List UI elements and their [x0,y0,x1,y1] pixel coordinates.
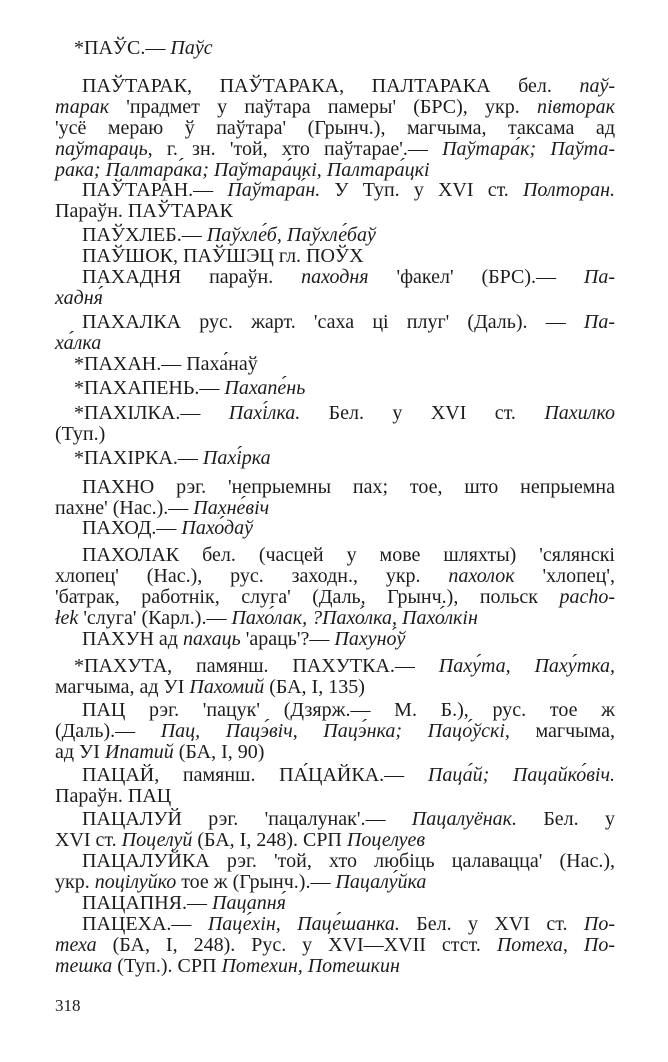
text-segment: *ПАХАН.— Паха́наў [74,353,258,375]
page-number: 318 [55,996,81,1015]
text-line [74,378,615,399]
text-segment: ПАЎТАРАК, ПАЎТАРАКА, ПАЛТАРАКА бел. [82,75,580,97]
italic-text: Пахне́віч [193,497,270,519]
text-line [82,914,615,935]
text-line [74,354,615,375]
text-segment: ПАХУН ад [82,628,183,650]
text-segment: *ПАХУТА, памянш. ПАХУТКА.— [74,655,439,677]
text-segment: 'факел' (БРС).— [368,266,584,288]
text-line [82,312,615,333]
italic-text: Паца́й; Пацайко́віч. [427,764,615,786]
text-segment: пахне' (Нас.).— [55,497,194,519]
text-line [74,403,615,424]
text-line [82,76,615,97]
italic-text: Пац, Пацэ́віч, Пацэ́нка; Пацо́ўскі, [160,720,510,742]
text-segment: 'прадмет у паўтара памеры' (БРС), укр. [109,96,537,118]
text-segment: (Туп.) [55,423,106,445]
text-segment: *ПАХІЛКА.— [74,402,229,424]
text-line [55,288,615,309]
italic-text: Пацалуёнак. [411,808,517,830]
text-line [74,448,615,469]
italic-text: теха [55,934,97,956]
text-line [82,180,615,201]
italic-text: Пахо́даў [181,517,253,539]
text-line [82,246,615,267]
italic-text: півторак [536,96,615,118]
text-segment: (БА, I, 90) [173,741,265,763]
text-segment: Параўн. ПАЎТАРАК [55,200,233,222]
text-segment: ПАЎШОК, ПАЎШЭЦ гл. ПОЎХ [82,245,364,267]
text-segment: укр. [55,871,95,893]
text-segment: XVI ст. [55,829,122,851]
text-line [55,201,615,222]
italic-text: Поцелуй [121,829,193,851]
text-line [55,498,615,519]
text-segment: ПАЦАЛУЙ рэг. 'пацалунак'.— [82,808,412,830]
text-line [82,893,615,914]
italic-text: хадня́ [55,287,103,309]
italic-text: Па- [583,311,615,333]
text-segment: (Туп.). СРП [112,955,222,977]
text-line [82,267,615,288]
text-segment: ПАЎТАРАН.— [82,179,228,201]
text-segment: ПАЦАЛУЙКА рэг. 'той, хто любіць цалавацца' (Нас.), [82,850,615,872]
italic-text: пахаць [183,628,241,650]
text-segment: *ПАХАПЕНЬ.— [74,377,225,399]
text-line [55,786,615,807]
italic-text: Пахапе́нь [224,377,306,399]
text-line [55,935,615,956]
text-line [82,225,615,246]
text-segment: ПАХОД.— [82,517,182,539]
italic-text: Полторан. [522,179,615,201]
text-line [82,851,615,872]
italic-text: Потехин, Потешкин [221,955,400,977]
text-line [74,38,615,59]
text-segment: 'хлопец', [514,565,615,587]
italic-text: Паўхле́б, Паўхле́баў [206,224,376,246]
italic-text: ха́лка [55,332,102,354]
italic-text: Пахомий [189,676,265,698]
text-segment: 'усё мераю ў паўтара' (Грынч.), магчыма, таксама ад [55,117,615,139]
text-line [82,545,615,566]
italic-text: тешка [55,955,113,977]
text-line [55,742,615,763]
text-segment: *ПАХІРКА.— [74,447,203,469]
italic-text: Пахі́лка. [228,402,301,424]
italic-text: Паху́та, Паху́тка, [438,655,615,677]
text-line [55,424,615,445]
text-line [82,477,615,498]
text-line [82,518,615,539]
italic-text: Пахо́лак, ?Пахо́лка, Пахо́лкін [231,607,478,629]
text-line [55,160,615,181]
text-segment: ПАХАДНЯ параўн. [82,266,302,288]
text-line [55,97,615,118]
text-segment: Бел. у [516,808,615,830]
text-line [82,809,615,830]
text-segment: 'батрак, работнік, слуга' (Даль, Грынч.), польск [55,586,560,608]
italic-text: Паўс [170,37,213,59]
text-line [55,872,615,893]
text-line [55,677,615,698]
italic-text: Пахилко [544,402,615,424]
text-line [55,139,615,160]
italic-text: łek [55,607,79,629]
text-line [82,765,615,786]
text-segment: (Даль).— [55,720,161,742]
text-segment: ПАЦЕХА.— [82,913,208,935]
text-segment: ПАХАЛКА рус. жарт. 'саха ці плуг' (Даль). — [82,311,584,333]
text-line [55,830,615,851]
italic-text: По- [583,913,615,935]
italic-text: pacho- [559,586,615,608]
text-line [55,118,615,139]
text-segment: ПАЦАЙ, памянш. ПА́ЦАЙКА.— [82,764,428,786]
italic-text: Паўтара́н. [227,179,321,201]
italic-text: паўтараць [55,138,148,160]
italic-text: поцілуйко [94,871,177,893]
text-segment: 'араць'?— [240,628,335,650]
italic-text: Паце́хін, Паце́шанка. [207,913,400,935]
text-segment: У Туп. у XVI ст. [320,179,523,201]
italic-text: паў- [579,75,615,97]
text-segment: Бел. у XVI ст. [300,402,545,424]
italic-text: Потеха, По- [496,934,615,956]
text-segment: магчыма, ад УІ [55,676,190,698]
italic-text: пахолок [448,565,515,587]
text-segment: хлопец' (Нас.), рус. заходн., укр. [55,565,449,587]
italic-text: тарак [55,96,110,118]
text-line [82,629,615,650]
text-segment: *ПАЎС.— [74,37,171,59]
text-segment: ПАЎХЛЕБ.— [82,224,207,246]
italic-text: Поцелуев [346,829,426,851]
italic-text: паходня [301,266,369,288]
italic-text: ра́ка; Палтара́ка; Паўтара́цкі, Палтара́цкі [55,159,430,181]
italic-text: Пацалу́йка [335,871,427,893]
text-segment: ПАХОЛАК бел. (часцей у мове шляхты) 'сялянскі [82,544,615,566]
text-line [82,700,615,721]
text-segment: Бел. у XVI ст. [399,913,584,935]
text-line [55,566,615,587]
text-segment: 'слуга' (Карл.).— [78,607,232,629]
text-segment: тое ж (Грынч.).— [176,871,336,893]
text-line [55,721,615,742]
text-segment: (БА, I, 135) [264,676,365,698]
text-segment: ПАЦ рэг. 'пацук' (Дзярж.— М. Б.), рус. тое ж [82,699,615,721]
italic-text: Пацапня́ [212,892,286,914]
text-segment: ад УІ [55,741,105,763]
text-segment: (БА, I, 248). СРП [192,829,347,851]
italic-text: Паўтара́к; Паўта- [442,138,615,160]
text-line [55,956,615,977]
text-segment: , г. зн. 'той, хто паўтарае'.— [147,138,443,160]
text-segment: ПАХНО рэг. 'непрыемны пах; тое, што непрыемна [82,476,615,498]
italic-text: Пахі́рка [202,447,271,469]
italic-text: Ипатий [104,741,174,763]
text-segment: (БА, I, 248). Рус. у XVI—XVII стст. [96,934,497,956]
text-segment: магчыма, [509,720,615,742]
text-segment: Параўн. ПАЦ [55,785,172,807]
text-line [55,587,615,608]
italic-text: Пахуно́ў [334,628,406,650]
text-line [55,608,615,629]
text-line [55,333,615,354]
text-segment: ПАЦАПНЯ.— [82,892,212,914]
italic-text: Па- [583,266,615,288]
text-line [74,656,615,677]
